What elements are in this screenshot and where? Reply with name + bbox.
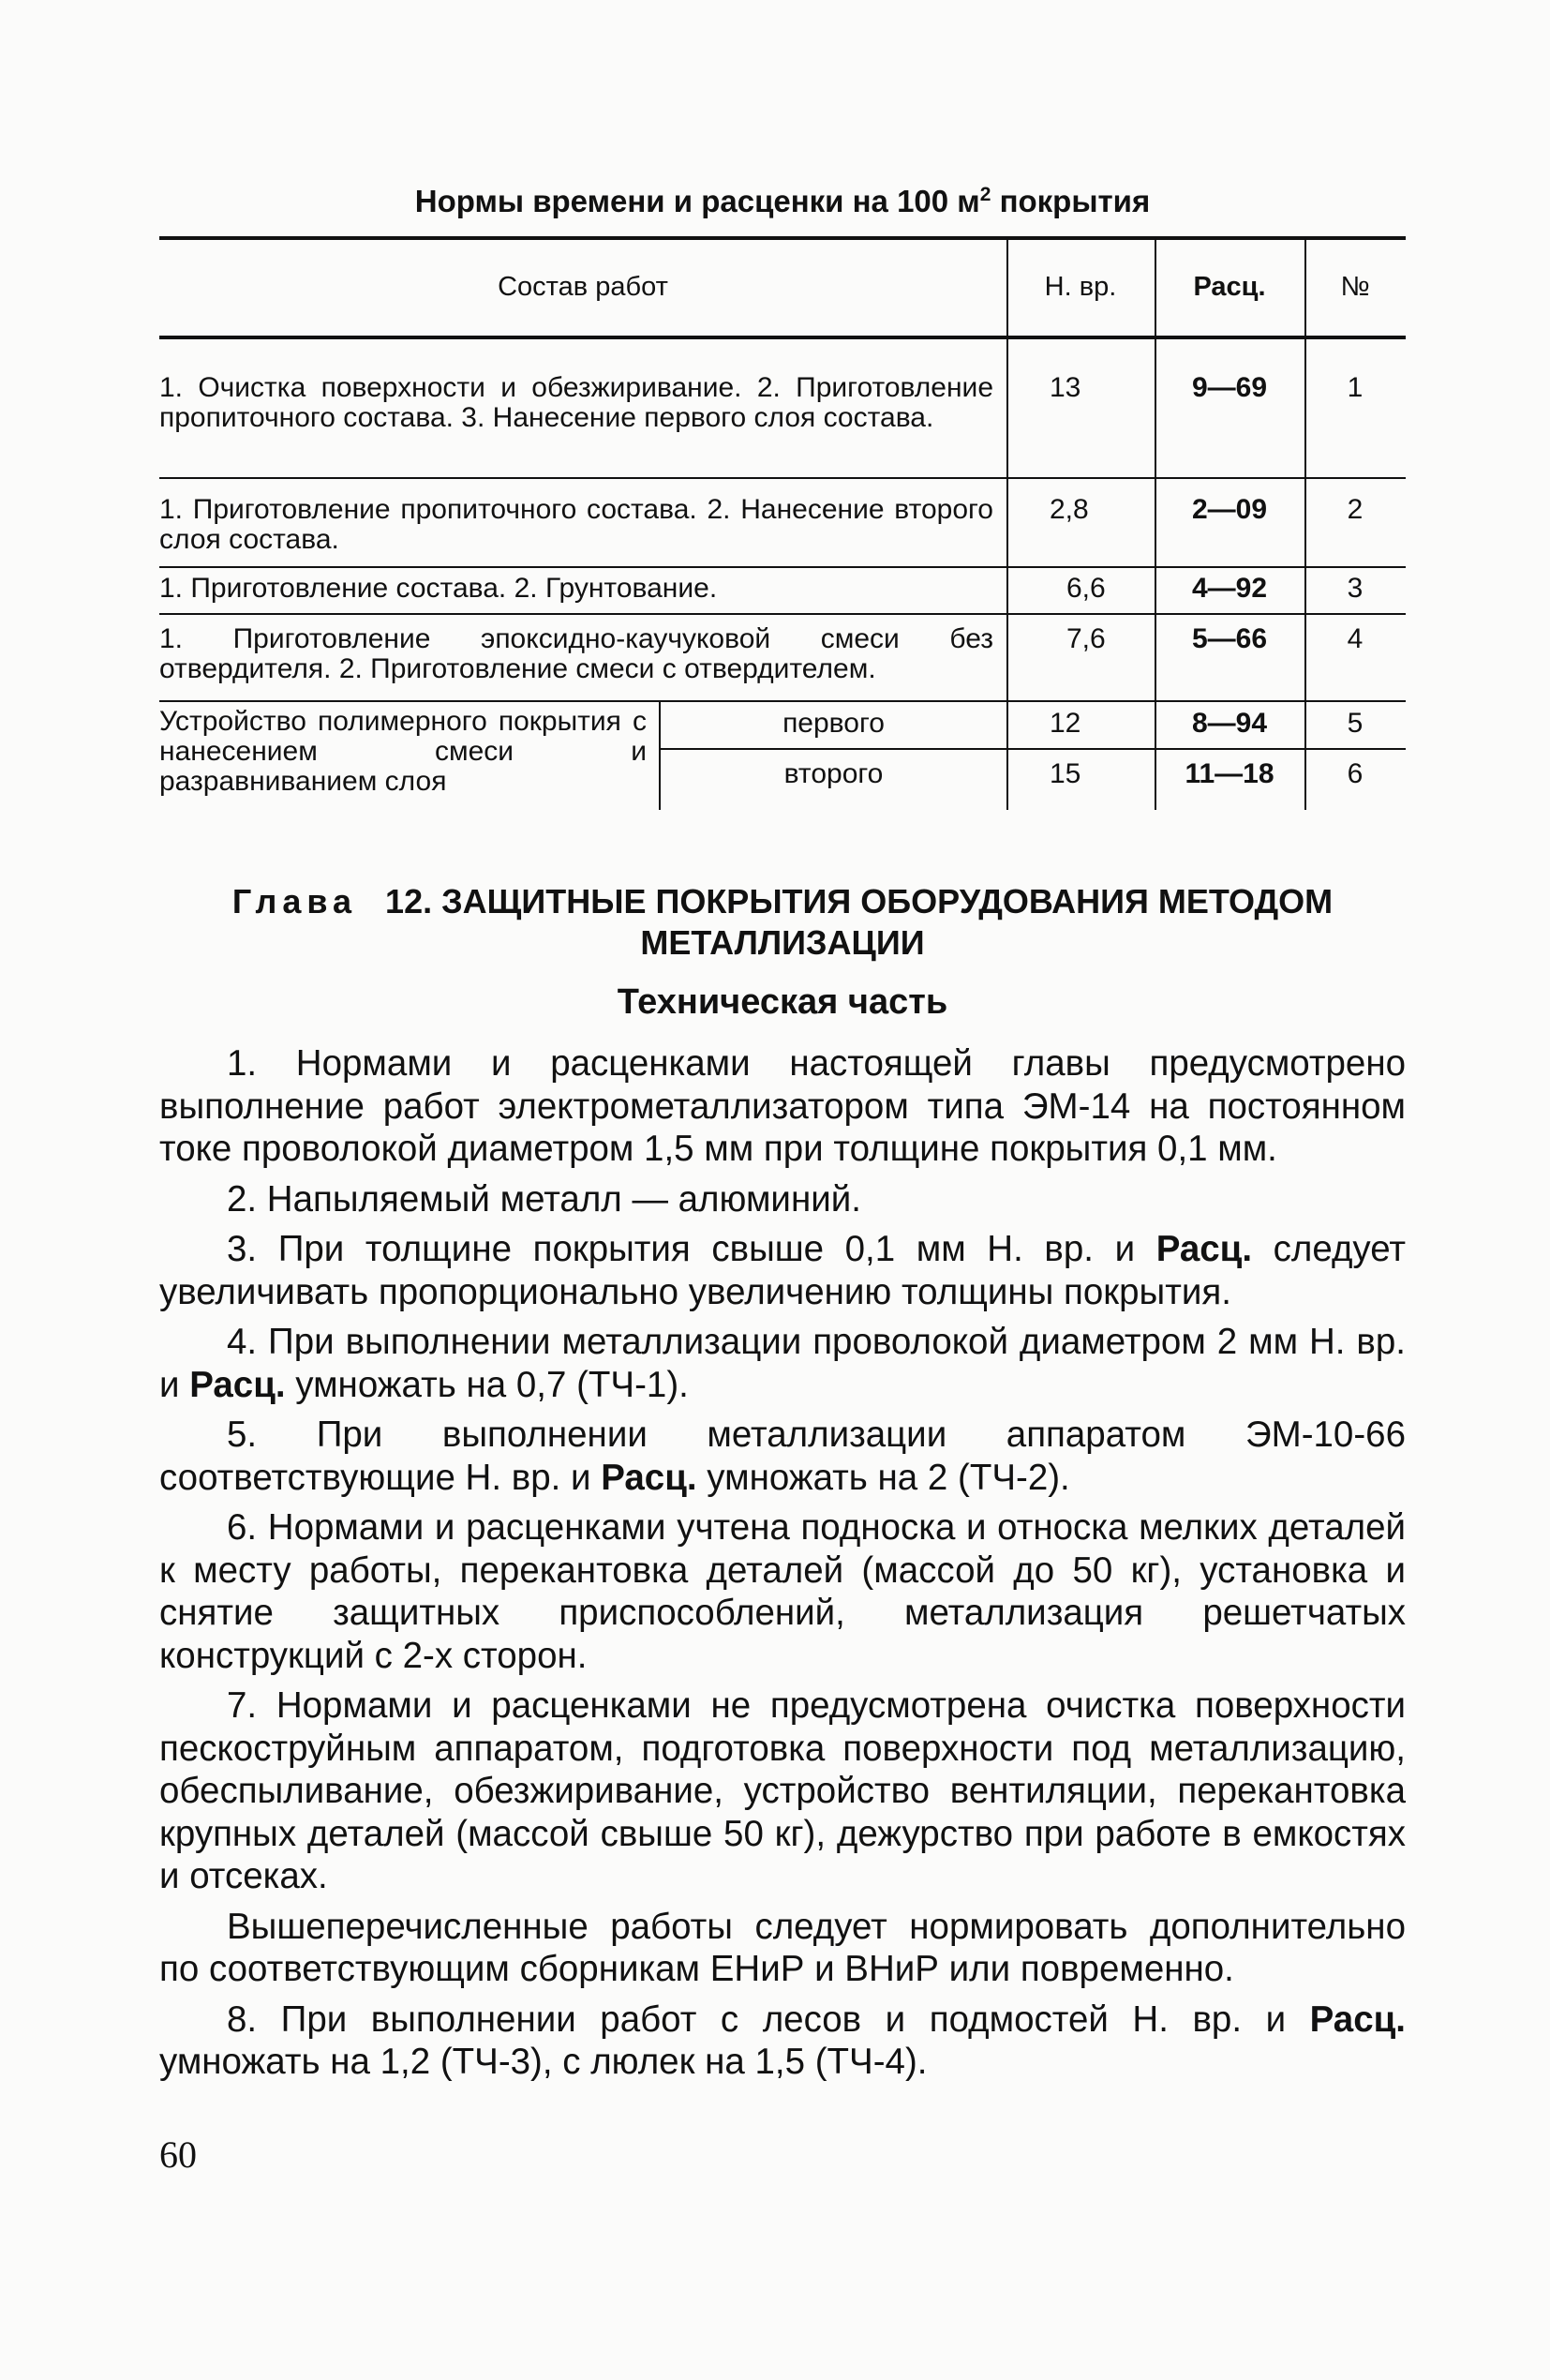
norms-table xyxy=(159,234,1406,816)
paragraph-text: 6. Нормами и расценками учтена подноска и относка мелких деталей к месту работы, перекантовка деталей (массой до 50 кг), установка и снятие защитных приспособлений, металлизация решетчатых конструкций с 2-х сторон. xyxy=(159,1507,1406,1676)
paragraph-text: умножать на 0,7 (ТЧ-1). xyxy=(285,1364,689,1405)
header-rate: Расц. xyxy=(1193,272,1266,302)
bold-term: Расц. xyxy=(601,1457,697,1498)
table-rule-sub xyxy=(661,748,1406,750)
paragraph xyxy=(159,1042,1406,1171)
group-layer: первого xyxy=(782,708,885,739)
row-desc: 1. Приготовление эпоксидно-каучуковой смеси без отвердителя. 2. Приготовление смеси с отвердителем. xyxy=(159,623,993,684)
row-norm: 13 xyxy=(1050,372,1081,403)
table-rule xyxy=(159,566,1406,568)
paragraph-text: следует увеличивать пропорционально увеличению толщины покрытия. xyxy=(159,1229,1406,1312)
row-rate: 4—92 xyxy=(1191,573,1268,604)
table-rule-top xyxy=(159,236,1406,240)
row-norm: 7,6 xyxy=(1066,623,1106,654)
section-subheading: Техническая часть xyxy=(617,982,948,1022)
paragraph xyxy=(159,1414,1406,1499)
row-num: 2 xyxy=(1347,494,1364,525)
table-col-rule xyxy=(1006,236,1008,810)
header-norm: Н. вр. xyxy=(1044,272,1117,302)
chapter-title-line2: МЕТАЛЛИЗАЦИИ xyxy=(640,923,925,962)
row-norm: 15 xyxy=(1050,758,1081,789)
row-num: 5 xyxy=(1347,708,1364,739)
paragraph-text: 7. Нормами и расценками не предусмотрена очистка поверхности пескоструйным аппаратом, подготовка поверхности под металлизацию, обеспыливание, обезжиривание, устройство вентиляции, перекантовка крупных деталей (массой свыше 50 кг), дежурство при работе в емкостях и отсеках. xyxy=(159,1685,1406,1896)
paragraph xyxy=(159,1684,1406,1898)
row-rate: 5—66 xyxy=(1191,623,1268,654)
paragraph-text: умножать на 2 (ТЧ-2). xyxy=(696,1457,1070,1498)
table-rule-header xyxy=(159,336,1406,339)
row-desc: 1. Приготовление состава. 2. Грунтование. xyxy=(159,573,718,604)
row-desc: 1. Приготовление пропиточного состава. 2. Нанесение второго слоя состава. xyxy=(159,494,993,555)
row-rate: 9—69 xyxy=(1191,372,1268,403)
paragraph xyxy=(159,1998,1406,2084)
row-desc: 1. Очистка поверхности и обезжиривание. 2. Приготовление пропиточного состава. 3. Нанесение первого слоя состава. xyxy=(159,372,993,433)
header-work: Состав работ xyxy=(498,272,668,302)
row-num: 6 xyxy=(1347,758,1364,789)
paragraph-text: Вышеперечисленные работы следует нормировать дополнительно по соответствующим сборникам ЕНиР и ВНиР или повременно. xyxy=(159,1906,1406,1989)
paragraph-text: умножать на 1,2 (ТЧ-3), с люлек на 1,5 (ТЧ-4). xyxy=(159,2042,928,2082)
paragraph xyxy=(159,1506,1406,1677)
paragraph-text: 3. При толщине покрытия свыше 0,1 мм Н. вр. и xyxy=(227,1229,1156,1269)
paragraph xyxy=(159,1228,1406,1313)
paragraph xyxy=(159,1321,1406,1406)
paragraph-text: 8. При выполнении работ с лесов и подмостей Н. вр. и xyxy=(227,1998,1310,2040)
table-rule xyxy=(159,613,1406,615)
table-title: Нормы времени и расценки на 100 $м^2$ покрытия xyxy=(414,184,1151,218)
row-rate: 2—09 xyxy=(1191,494,1268,525)
chapter-label: Глава xyxy=(231,882,358,921)
paragraph-text: 2. Напыляемый металл — алюминий. xyxy=(227,1178,861,1220)
row-num: 1 xyxy=(1347,372,1364,403)
row-num: 4 xyxy=(1347,623,1364,654)
bold-term: Расц. xyxy=(1155,1229,1253,1269)
page-number: 60 xyxy=(159,2133,197,2176)
paragraph-text: 5. При выполнении металлизации аппаратом ЭМ-10-66 соответствующие Н. вр. и xyxy=(159,1415,1406,1498)
paragraph xyxy=(159,1178,1406,1221)
bold-term: Расц. xyxy=(189,1364,286,1405)
paragraph xyxy=(159,1906,1406,1991)
bold-term: Расц. xyxy=(1309,1998,1406,2040)
group-layer: второго xyxy=(783,758,884,789)
chapter-title-line1: 12. ЗАЩИТНЫЕ ПОКРЫТИЯ ОБОРУДОВАНИЯ МЕТОДОМ xyxy=(385,882,1334,921)
row-num: 3 xyxy=(1347,573,1364,604)
paragraph-text: 1. Нормами и расценками настоящей главы предусмотрено выполнение работ электрометаллизатором типа ЭМ-14 на постоянном токе проволокой диаметром 1,5 мм при толщине покрытия 0,1 мм. xyxy=(159,1043,1406,1169)
table-rule xyxy=(159,700,1406,702)
table-rule xyxy=(159,477,1406,479)
row-rate: 8—94 xyxy=(1191,708,1268,739)
chapter-heading xyxy=(159,881,1406,964)
row-norm: 2,8 xyxy=(1050,494,1089,525)
row-rate: 11—18 xyxy=(1185,758,1274,789)
row-norm: 6,6 xyxy=(1066,573,1106,604)
group-desc: Устройство полимерного покрытия с нанесением смеси и разравниванием слоя xyxy=(159,706,647,797)
header-num: № xyxy=(1340,272,1370,302)
row-norm: 12 xyxy=(1050,708,1081,739)
body-text xyxy=(159,1042,1406,2091)
paragraph-text: 4. При выполнении металлизации проволокой диаметром 2 мм Н. вр. и xyxy=(159,1322,1406,1405)
